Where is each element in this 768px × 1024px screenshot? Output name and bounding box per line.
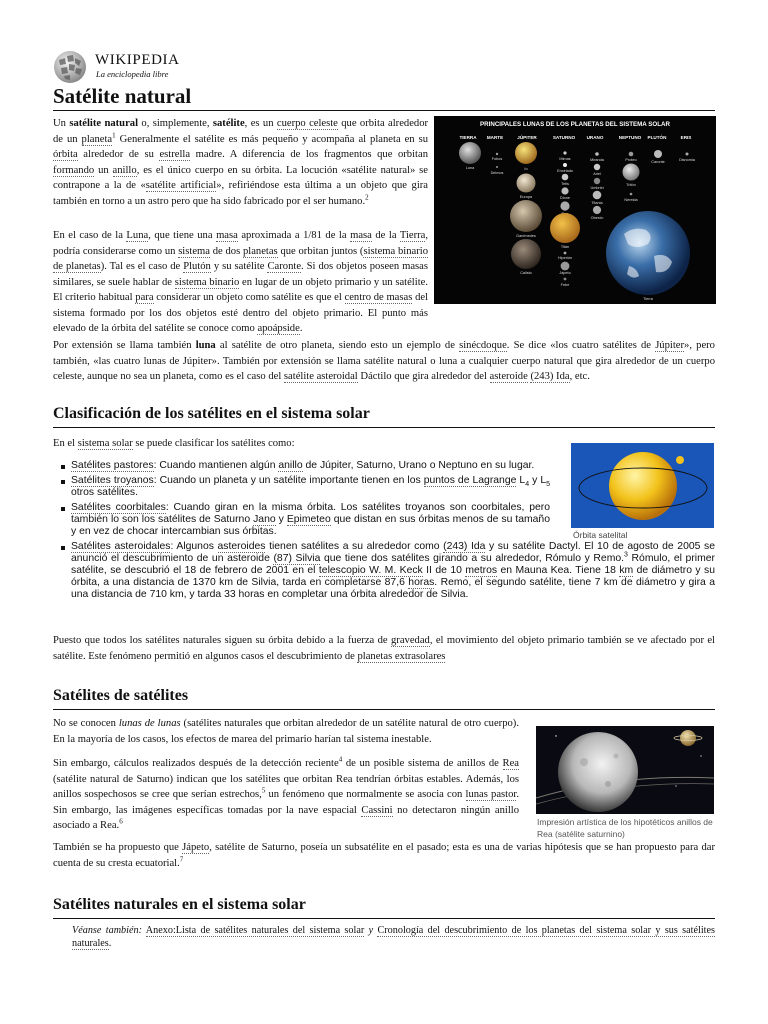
ref-1[interactable]: 1 — [112, 130, 116, 139]
link-243-ida[interactable]: (243) Ida — [530, 371, 570, 382]
moon-rea — [560, 201, 569, 210]
link-sistema[interactable]: sistema — [178, 245, 210, 257]
moon-triton — [623, 164, 640, 181]
moon-europa — [517, 174, 536, 193]
moon-encelado — [563, 163, 567, 167]
link-asteroide[interactable]: asteroide — [489, 371, 528, 382]
moons-figure-title: PRINCIPALES LUNAS DE LOS PLANETAS DEL SISTEMA SOLAR — [480, 121, 670, 128]
moon-proteo — [629, 152, 634, 157]
moon-umbriel — [594, 178, 600, 184]
label-europa: Europa — [519, 195, 533, 199]
label-ganimedes: Ganímedes — [516, 234, 536, 238]
wikipedia-logo[interactable] — [53, 50, 188, 84]
satelites-paragraph-3: También se ha propuesto que Jápeto, satélite de Saturno, poseía un subsatélite en el pasado; esta es una de varias hipótesis que se han propuesto para dar cuenta de su cresta ecuatorial.$^7$ — [53, 842, 715, 869]
moon-calisto — [511, 239, 541, 269]
rea-rings-figure[interactable] — [536, 726, 714, 814]
orbit-image — [571, 443, 714, 528]
moons-figure[interactable] — [434, 116, 716, 304]
moon-miranda — [595, 152, 599, 156]
link-asteroides[interactable]: asteroides — [217, 541, 266, 552]
label-tierra: Tierra — [643, 297, 653, 301]
column-eris: ERIS — [680, 135, 692, 140]
link-satelite-artificial[interactable]: satélite artificial — [145, 180, 217, 191]
moon-fobos — [496, 153, 498, 155]
clasificacion-intro: En el sistema solar se puede clasificar los satélites como: — [53, 438, 295, 449]
ref-5[interactable]: 5 — [261, 786, 266, 795]
label-febe: Febe — [560, 283, 570, 287]
link-formando[interactable]: formando — [53, 164, 95, 176]
orbit-caption: Órbita satelital — [573, 530, 628, 540]
label-disnomia: Disnomia — [679, 158, 695, 162]
link-orbita[interactable]: órbita — [53, 149, 78, 160]
ref-3[interactable]: 3 — [624, 551, 628, 559]
link-estrella[interactable]: estrella — [159, 149, 191, 160]
moon-dione — [561, 187, 568, 194]
label-hiperion: Hiperión — [557, 256, 573, 260]
label-io: Io — [524, 167, 528, 171]
heading-satelites-naturales-sistema-solar: Satélites naturales en el sistema solar — [53, 896, 306, 913]
link-centro-de-masas[interactable]: centro de masas — [344, 292, 413, 303]
extension-paragraph: Por extensión se llama también luna al satélite de otro planeta, siendo esto un ejemplo de sinécdoque. Se dice «los cuatro satélites de Júpiter», pero también, «las cuatro lunas de Júpiter». También por extensión se llama satélite natural o luna a cualquier cuerpo natural que gira alrededor de un cuerpo celeste, aunque no sea un planeta, como es el caso del satélite asteroidal Dáctilo que gira alrededor del asteroide (243) Ida, etc. — [53, 340, 715, 382]
label-titan: Titán — [560, 245, 570, 249]
link-puntos-de-lagrange[interactable]: puntos de Lagrange — [423, 475, 517, 486]
moons-image — [434, 116, 716, 304]
link-pluton[interactable]: Plutón — [183, 261, 211, 272]
planet-tierra — [606, 211, 690, 295]
column-neptuno: NEPTUNO — [618, 135, 642, 140]
list-item: Satélites asteroidales: Algunos asteroides tienen satélites a su alrededor como (243) Ida y su satélite Dactyl. El 10 de agosto de 2005 se anunció el descubrimiento de un asteroide (87) Silvia que tiene dos satélites girando a su alrededor, Rómulo y Remo.$^3$ Rómulo, el primer satélite, se descubrió el 18 de febrero de 2001 en el telescopio W. M. Keck II de 10 metros en Mauna Kea. Tiene 18 km de diámetro y su órbita, a una distancia de 1370 km de Silvia, tarda en completarse 87,6 horas. Remo, el segundo satélite, tiene 7 km de diámetro y gira a una distancia de 710 km, y tarda 33 horas en completar una órbita alrededor de Silvia. — [60, 541, 715, 601]
moon-mimas — [563, 151, 566, 154]
list-item: Satélites troyanos: Cuando un planeta y un satélite importante tienen en los puntos de Lagrange $L_4$ y $L_5$ otros satélites. — [60, 475, 550, 499]
link-epimeteo[interactable]: Epimeteo — [286, 514, 331, 525]
label-japeto: Jápeto — [559, 271, 571, 275]
rea-image — [536, 726, 714, 814]
column-jupiter: JÚPITER — [517, 135, 537, 140]
link-sinecdoque[interactable]: sinécdoque — [459, 340, 507, 351]
heading-clasificacion: Clasificación de los satélites en el sistema solar — [53, 405, 370, 422]
moon-disnomia — [686, 153, 689, 156]
satelites-paragraph-2: Sin embargo, cálculos realizados después de la detección reciente$^4$ de un posible sistema de anillos de Rea (satélite natural de Saturno) indican que los satélites que orbitan Rea tendrían órbitas estables. Además, los anillos sospechosos se cree que serían estrechos,$^5$ un fenómeno que normalmente se asocia con lunas pastor. Sin embargo, las imágenes específicas tomadas por la nave espacial Cassini no detectaron ningún anillo asociado a Rea.$^6$ — [53, 755, 520, 831]
link-satelites-asteroidales[interactable]: Satélites asteroidales — [71, 541, 171, 552]
link-243-ida-2[interactable]: (243) Ida — [443, 541, 486, 552]
label-encelado: Encélado — [557, 169, 573, 173]
link-87-silvia[interactable]: (87) Silvia — [273, 553, 321, 564]
gravedad-paragraph: Puesto que todos los satélites naturales siguen su órbita debido a la fuerza de gravedad, el movimiento del objeto primario también se ve afectado por el satélite. Este fenómeno permitió en algunos casos el descubrimiento de planetas extrasolares — [53, 635, 715, 662]
link-lunas-pastor[interactable]: lunas pastor — [465, 789, 517, 800]
logo-tagline: La enciclopedia libre — [96, 69, 169, 79]
link-masa[interactable]: masa — [216, 230, 238, 241]
link-sistema-solar[interactable]: sistema solar — [77, 438, 133, 449]
rea-caption: Impresión artística de los hipotéticos anillos de Rea (satélite saturnino) — [537, 817, 713, 839]
moon-tetis — [562, 174, 569, 181]
link-cronologia-descubrimiento[interactable]: Cronología del descubrimiento de los planetas del sistema solar y sus satélites naturales — [72, 925, 716, 949]
list-item: Satélites pastores: Cuando mantienen algún anillo de Júpiter, Saturno, Urano o Neptuno en su lugar. — [60, 460, 550, 472]
link-telescopio-keck[interactable]: telescopio W. M. Keck — [318, 565, 423, 576]
section-rule-2 — [53, 709, 715, 710]
ref-2[interactable]: 2 — [365, 192, 369, 201]
moon-japeto — [561, 262, 570, 271]
logo-wordmark: WIKIPEDIA — [95, 52, 180, 68]
moon-io — [515, 142, 537, 164]
satelites-paragraph-1: No se conocen lunas de lunas (satélites naturales que orbitan alrededor de un satélite natural de otro cuerpo). En la mayoría de los casos, los efectos de marea del primario harían tal sistema inestable. — [53, 718, 519, 745]
link-apoapside[interactable]: apoápside — [257, 323, 300, 334]
column-urano: URANO — [586, 135, 604, 140]
label-oberon: Oberón — [590, 216, 604, 220]
column-marte: MARTE — [486, 135, 504, 140]
label-nereida: Nereida — [624, 198, 638, 202]
link-sistema-binario-planetas[interactable]: sistema binario de planetas — [53, 245, 429, 272]
label-fobos: Fobos — [491, 157, 503, 161]
link-rea[interactable]: Rea — [502, 758, 520, 769]
label-dione: Dione — [560, 196, 570, 200]
page-title: Satélite natural — [53, 84, 192, 108]
see-also-note: Véanse también: Anexo:Lista de satélites naturales del sistema solar y Cronología del descubrimiento de los planetas del sistema solar y sus satélites naturales. — [72, 925, 716, 949]
link-sistema-binario[interactable]: sistema binario — [174, 276, 240, 288]
label-luna: Luna — [465, 166, 475, 170]
luna-paragraph: En el caso de la Luna, que tiene una masa aproximada a 1/81 de la masa de la Tierra, podría considerarse como un sistema de dos planetas que orbitan juntos (sistema binario de planetas). Tal es el caso de Plutón y su satélite Caronte. Si dos objetos poseen masas similares, se suele hablar de sistema binario en lugar de un objeto primario y un satélite. El criterio habitual para considerar un objeto como satélite es que el centro de masas del sistema formado por los dos objetos esté dentro del objeto primario. El punto más elevado de la órbita del satélite se conoce como apoápside. — [53, 230, 429, 334]
ref-7[interactable]: 7 — [179, 854, 184, 863]
heading-satelites-de-satelites: Satélites de satélites — [53, 687, 189, 704]
label-tetis: Tetis — [561, 182, 569, 186]
moon-deimos — [496, 166, 498, 168]
label-calisto: Calisto — [520, 271, 532, 275]
link-planetas-extrasolares[interactable]: planetas extrasolares — [357, 650, 446, 662]
link-satelites-coorbitales[interactable]: Satélites coorbitales — [71, 502, 166, 513]
moon-caronte — [654, 150, 662, 158]
link-masa-2[interactable]: masa — [350, 230, 372, 241]
link-satelites-pastores[interactable]: Satélites pastores — [71, 460, 154, 471]
link-jano[interactable]: Jano — [253, 514, 276, 525]
ref-4[interactable]: 4 — [338, 755, 343, 764]
intro-paragraph: Un satélite natural o, simplemente, satélite, es un cuerpo celeste que orbita alrededor de un planeta$^1$ Generalmente el satélite es más pequeño y acompaña al planeta en su órbita alrededor de su estrella madre. A diferencia de los fragmentos que orbitan formando un anillo, es el único cuerpo en su órbita. La locución «satélite natural» se contrapone a la de «satélite artificial», refiriéndose esta última a un objeto que gira también en torno a un astro pero que ha sido fabricado por el ser humano.$^2$ — [53, 118, 429, 207]
link-luna[interactable]: Luna — [126, 230, 149, 241]
moon-titan — [550, 213, 580, 243]
link-planetas[interactable]: planetas — [242, 245, 278, 257]
column-saturno: SATURNO — [552, 135, 576, 140]
link-caronte[interactable]: Caronte — [267, 261, 302, 272]
moon-ganimedes — [510, 200, 542, 232]
link-planeta[interactable]: planeta — [81, 133, 113, 145]
label-caronte: Caronte — [651, 160, 665, 164]
link-anexo-lista-satelites[interactable]: Anexo:Lista de satélites naturales del sistema solar — [145, 925, 365, 936]
moon-oberon — [593, 206, 601, 214]
title-rule — [53, 110, 715, 111]
link-anillo[interactable]: anillo — [112, 164, 137, 176]
label-miranda: Miranda — [590, 158, 604, 162]
moon-luna — [459, 142, 481, 164]
moon-titania — [593, 191, 602, 200]
list-item: Satélites coorbitales: Cuando giran en la misma órbita. Los satélites troyanos son coorbitales, pero también lo son los satélites de Saturno Jano y Epimeteo que distan en sus órbitas menos de su tamaño y en vez de chocar intercambian sus órbitas. — [60, 502, 550, 538]
column-pluton: PLUTÓN — [647, 135, 667, 140]
label-umbriel: Umbriel — [590, 186, 604, 190]
link-satelite-asteroidal[interactable]: satélite asteroidal — [283, 371, 358, 382]
link-japeto[interactable]: Jápeto — [182, 842, 210, 853]
link-cassini[interactable]: Cassini — [361, 804, 393, 816]
link-horas[interactable]: horas — [408, 577, 435, 588]
section-rule-1 — [53, 427, 715, 428]
link-para[interactable]: para — [135, 292, 154, 303]
wikipedia-globe-icon — [53, 50, 87, 84]
link-satelites-troyanos[interactable]: Satélites troyanos — [71, 475, 154, 486]
label-titania: Titania — [591, 201, 603, 205]
orbit-figure[interactable] — [571, 443, 714, 528]
link-metros[interactable]: metros — [465, 565, 498, 576]
label-mimas: Mimas — [559, 157, 571, 161]
column-tierra: TIERRA — [459, 135, 477, 140]
label-ariel: Ariel — [593, 172, 601, 176]
label-deimos: Deimos — [490, 171, 504, 175]
link-km[interactable]: km — [619, 565, 634, 576]
label-triton: Tritón — [626, 183, 636, 187]
link-gravedad[interactable]: gravedad — [391, 635, 430, 646]
moon-febe — [564, 278, 567, 281]
moon-hiperion — [564, 252, 567, 255]
link-jupiter[interactable]: Júpiter — [655, 340, 685, 351]
section-rule-3 — [53, 918, 715, 919]
link-tierra[interactable]: Tierra — [399, 230, 426, 241]
link-anillo-2[interactable]: anillo — [278, 460, 303, 471]
moon-ariel — [594, 164, 600, 170]
label-proteo: Proteo — [625, 158, 637, 162]
moon-nereida — [630, 193, 633, 196]
ref-6[interactable]: 6 — [119, 817, 123, 826]
link-cuerpo-celeste[interactable]: cuerpo celeste — [276, 118, 338, 129]
